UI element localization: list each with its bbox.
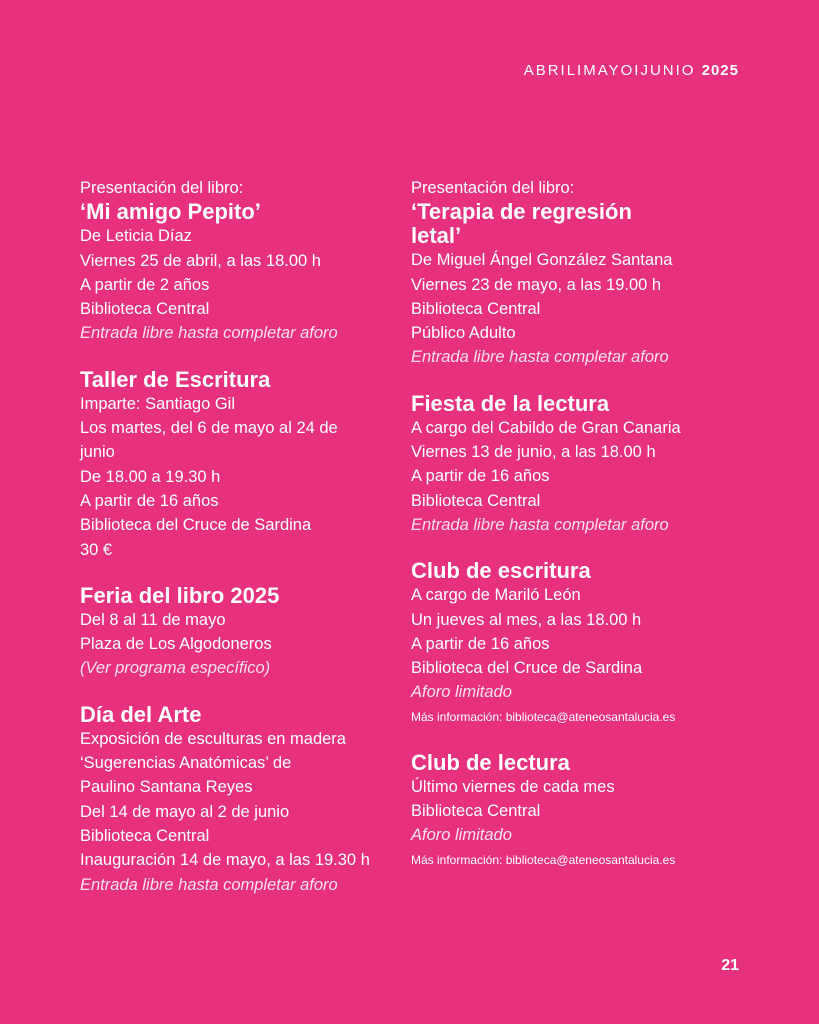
event-info-email: Más información: biblioteca@ateneosantalucia.es bbox=[411, 709, 676, 724]
event-audience: Público Adulto bbox=[411, 324, 516, 343]
event-note: Entrada libre hasta completar aforo bbox=[80, 875, 338, 894]
event-date: Último viernes de cada mes bbox=[411, 777, 615, 796]
event-author: De Miguel Ángel González Santana bbox=[411, 251, 673, 270]
event-note: Aforo limitado bbox=[411, 683, 512, 702]
event-title: Feria del libro 2025 bbox=[80, 582, 280, 608]
event-date: Los martes, del 6 de mayo al 24 de bbox=[80, 419, 338, 438]
event-note: (Ver programa específico) bbox=[80, 659, 271, 678]
event-note: Entrada libre hasta completar aforo bbox=[80, 324, 338, 343]
event-place: Biblioteca del Cruce de Sardina bbox=[411, 659, 643, 678]
event-date: Un jueves al mes, a las 18.00 h bbox=[411, 610, 642, 629]
event-author: Imparte: Santiago Gil bbox=[80, 394, 235, 413]
event-date: Del 14 de mayo al 2 de junio bbox=[80, 802, 290, 821]
event-date: Del 8 al 11 de mayo bbox=[80, 610, 226, 629]
event-club-escritura bbox=[411, 559, 741, 728]
header-year: 2025 bbox=[701, 62, 739, 79]
event-time: De 18.00 a 19.30 h bbox=[80, 467, 221, 486]
event-place: Biblioteca Central bbox=[80, 300, 210, 319]
event-date: Viernes 25 de abril, a las 18.00 h bbox=[80, 251, 321, 270]
event-age: A partir de 16 años bbox=[80, 491, 219, 510]
event-dia-del-arte bbox=[80, 703, 410, 897]
event-title: Club de lectura bbox=[411, 749, 570, 775]
event-description-cont: ‘Sugerencias Anatómicas’ de bbox=[80, 754, 292, 773]
event-place: Biblioteca del Cruce de Sardina bbox=[80, 516, 312, 535]
event-title: ‘Mi amigo Pepito’ bbox=[80, 199, 261, 225]
event-date-cont: junio bbox=[80, 443, 115, 462]
event-opening: Inauguración 14 de mayo, a las 19.30 h bbox=[80, 851, 370, 870]
event-place: Biblioteca Central bbox=[411, 802, 541, 821]
event-author: A cargo de Mariló León bbox=[411, 586, 581, 605]
event-author: A cargo del Cabildo de Gran Canaria bbox=[411, 418, 681, 437]
left-column bbox=[80, 176, 410, 919]
event-info-email: Más información: biblioteca@ateneosantalucia.es bbox=[411, 852, 676, 867]
event-age: A partir de 2 años bbox=[80, 275, 210, 294]
event-fiesta-lectura bbox=[411, 392, 741, 537]
header-months: ABRILIMAYOIJUNIO bbox=[523, 62, 696, 79]
event-age: A partir de 16 años bbox=[411, 634, 550, 653]
event-note: Entrada libre hasta completar aforo bbox=[411, 515, 669, 534]
page-header bbox=[524, 62, 739, 79]
event-date: Viernes 23 de mayo, a las 19.00 h bbox=[411, 275, 662, 294]
event-note: Entrada libre hasta completar aforo bbox=[411, 348, 669, 367]
event-author: De Leticia Díaz bbox=[80, 227, 192, 246]
event-title: Taller de Escritura bbox=[80, 366, 271, 392]
event-feria-libro bbox=[80, 584, 410, 681]
event-title: ‘Terapia de regresión letal’ bbox=[411, 199, 632, 249]
event-title: Club de escritura bbox=[411, 558, 591, 584]
event-age: A partir de 16 años bbox=[411, 467, 550, 486]
event-description: Exposición de esculturas en madera bbox=[80, 729, 346, 748]
event-place: Plaza de Los Algodoneros bbox=[80, 635, 272, 654]
event-price: 30 € bbox=[80, 540, 113, 559]
right-column bbox=[411, 176, 741, 894]
event-title: Día del Arte bbox=[80, 701, 202, 727]
event-note: Aforo limitado bbox=[411, 826, 512, 845]
event-mi-amigo-pepito bbox=[80, 176, 410, 346]
event-artist: Paulino Santana Reyes bbox=[80, 778, 253, 797]
event-place: Biblioteca Central bbox=[80, 826, 210, 845]
event-club-lectura bbox=[411, 751, 741, 872]
page-number: 21 bbox=[721, 957, 739, 974]
event-kicker: Presentación del libro: bbox=[80, 179, 244, 197]
event-taller-escritura bbox=[80, 368, 410, 562]
event-place: Biblioteca Central bbox=[411, 299, 541, 318]
event-place: Biblioteca Central bbox=[411, 491, 541, 510]
event-terapia-regresion bbox=[411, 176, 741, 370]
event-kicker: Presentación del libro: bbox=[411, 179, 575, 197]
event-title: Fiesta de la lectura bbox=[411, 390, 610, 416]
event-date: Viernes 13 de junio, a las 18.00 h bbox=[411, 443, 656, 462]
